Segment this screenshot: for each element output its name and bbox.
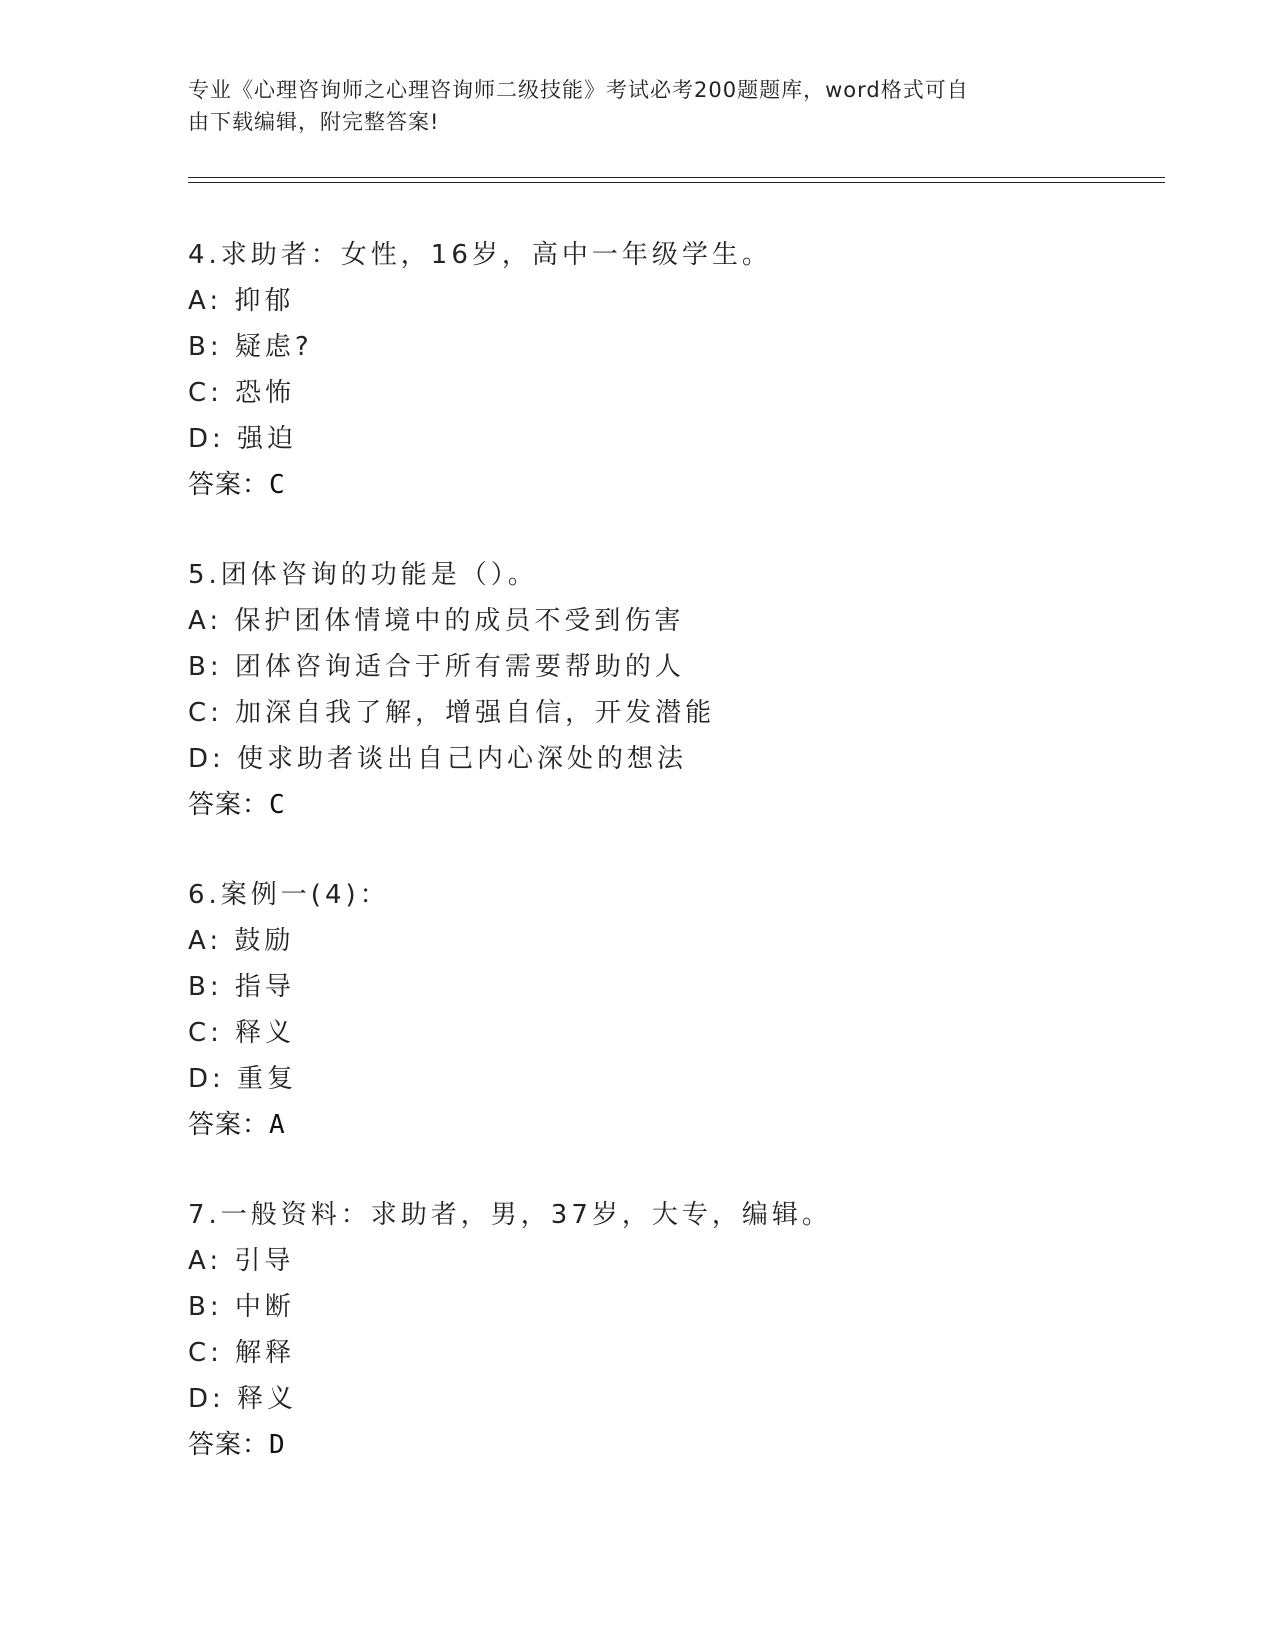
document-header xyxy=(188,74,1088,138)
question-block-5 xyxy=(188,552,1188,828)
question-stem: 5.团体咨询的功能是（）。 xyxy=(188,560,538,590)
question-block-4 xyxy=(188,232,1188,508)
question-stem: 7.一般资料：求助者，男，37岁，大专，编辑。 xyxy=(188,1200,832,1230)
option-d: D: 使求助者谈出自己内心深处的想法 xyxy=(188,744,688,774)
header-line-1: 专业《心理咨询师之心理咨询师二级技能》考试必考200题题库，word格式可自 xyxy=(188,78,969,102)
answer-line xyxy=(188,1422,1188,1468)
option-c: C: 解释 xyxy=(188,1338,296,1368)
answer-line xyxy=(188,782,1188,828)
header-line-2: 由下载编辑，附完整答案! xyxy=(188,110,440,134)
answer-line xyxy=(188,462,1188,508)
answer-label: 答案： xyxy=(188,1110,270,1140)
option-a: A: 鼓励 xyxy=(188,926,295,956)
answer-label: 答案： xyxy=(188,790,270,820)
question-block-6 xyxy=(188,872,1188,1148)
answer-value: C xyxy=(269,470,286,500)
option-b: B: 团体咨询适合于所有需要帮助的人 xyxy=(188,652,685,682)
answer-label: 答案： xyxy=(188,1430,270,1460)
answer-value: A xyxy=(269,1110,286,1140)
option-c: C: 释义 xyxy=(188,1018,296,1048)
option-a: A: 抑郁 xyxy=(188,286,295,316)
option-c: C: 加深自我了解，增强自信，开发潜能 xyxy=(188,698,716,728)
option-d: D: 强迫 xyxy=(188,424,298,454)
question-stem: 4.求助者：女性，16岁，高中一年级学生。 xyxy=(188,240,772,270)
option-c: C: 恐怖 xyxy=(188,378,296,408)
option-a: A: 保护团体情境中的成员不受到伤害 xyxy=(188,606,685,636)
question-block-7 xyxy=(188,1192,1188,1468)
option-b: B: 中断 xyxy=(188,1292,295,1322)
option-d: D: 释义 xyxy=(188,1384,298,1414)
answer-value: C xyxy=(269,790,286,820)
option-b: B: 疑虑? xyxy=(188,332,313,362)
option-a: A: 引导 xyxy=(188,1246,295,1276)
answer-line xyxy=(188,1102,1188,1148)
question-stem: 6.案例一(4)： xyxy=(188,880,390,910)
answer-value: D xyxy=(269,1430,286,1460)
option-d: D: 重复 xyxy=(188,1064,298,1094)
option-b: B: 指导 xyxy=(188,972,295,1002)
answer-label: 答案： xyxy=(188,470,270,500)
header-divider-bottom xyxy=(188,182,1165,183)
header-divider-top xyxy=(188,177,1165,178)
